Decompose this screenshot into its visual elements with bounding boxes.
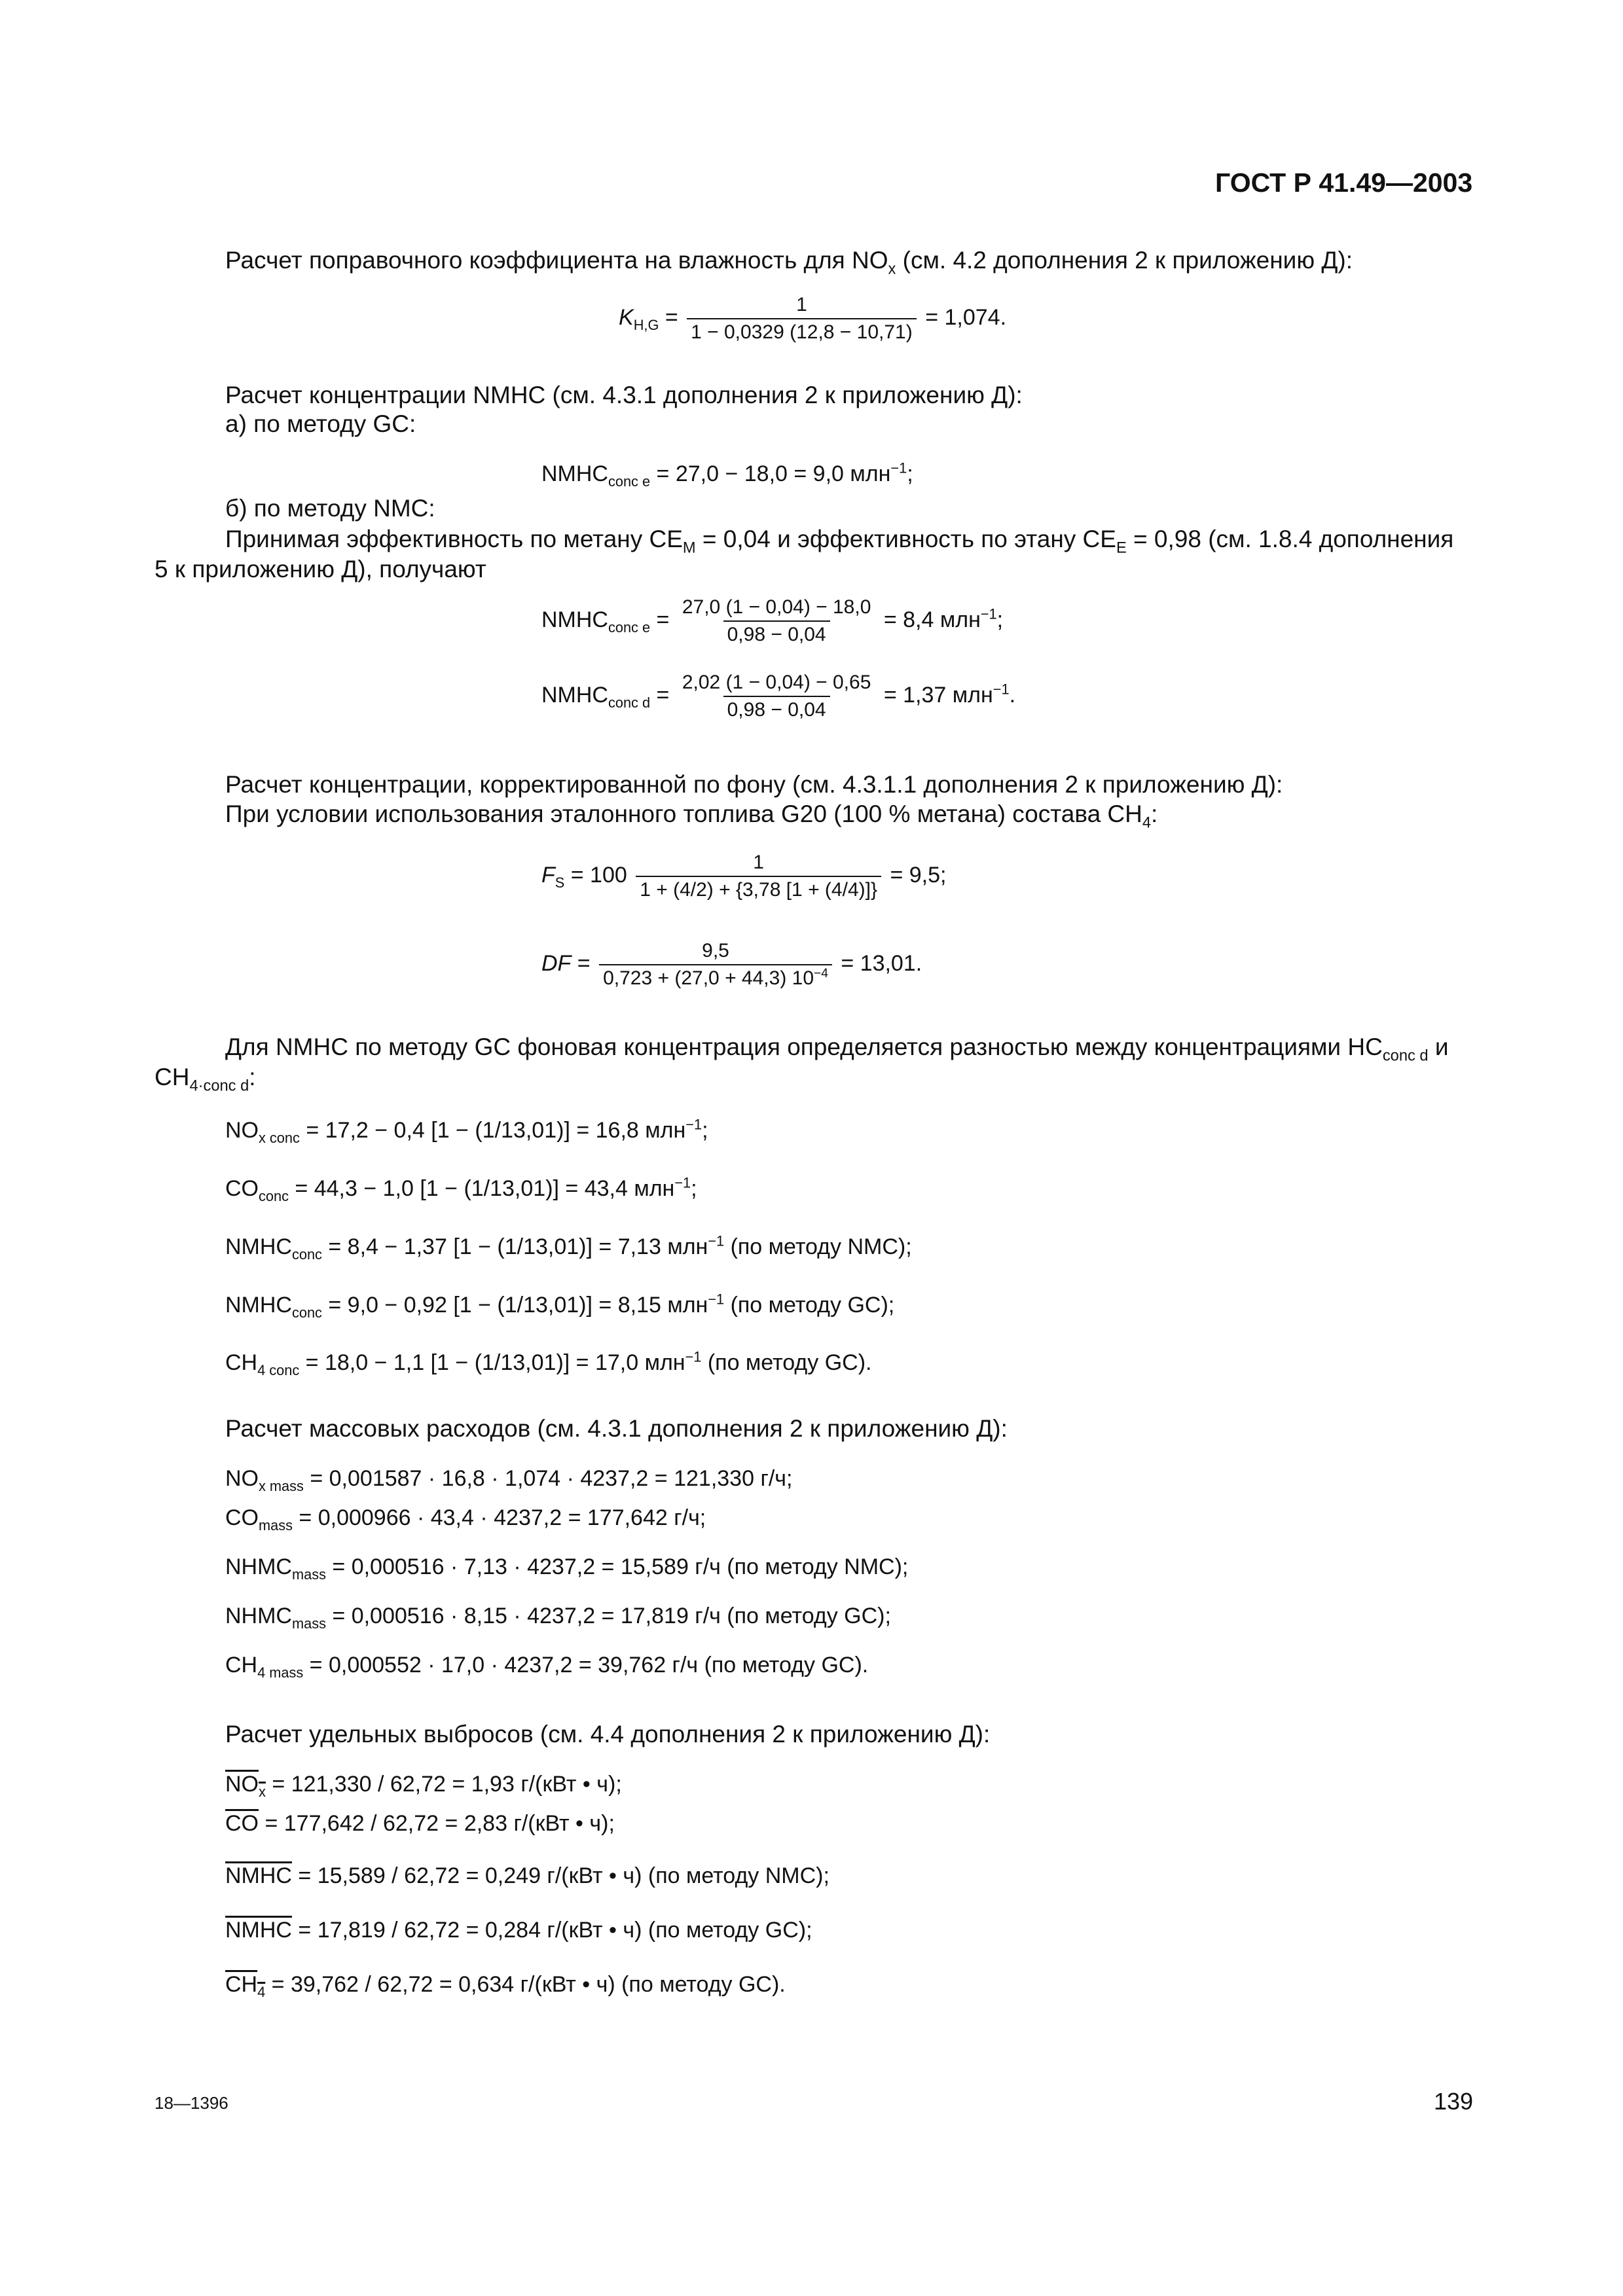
df-formula <box>541 939 922 990</box>
eq-symbol: CH <box>225 1972 258 1997</box>
humidity-intro-text: Расчет поправочного коэффициента на влажность для NO <box>225 247 888 274</box>
eq-body: = 8,4 − 1,37 [1 − (1/13,01)] = 7,13 млн <box>321 1234 708 1259</box>
eq-body: = 17,819 / 62,72 = 0,284 г/(кВт • ч) (по методу GC); <box>291 1918 812 1943</box>
humidity-fraction <box>687 293 917 344</box>
page-number: 139 <box>1434 2088 1474 2115</box>
eq-symbol: CO <box>225 1811 259 1836</box>
nmhc-conc-e-formula <box>541 596 1003 647</box>
formula-symbol: NMHC <box>541 682 608 708</box>
background-intro-sub: 4 <box>1142 814 1152 832</box>
eq-body: = 0,001587 · 16,8 · 1,074 · 4237,2 = 121,330 г/ч; <box>303 1466 793 1491</box>
fraction-numerator: 2,02 (1 − 0,04) − 0,65 <box>682 672 871 693</box>
df-denominator-sup: −4 <box>814 967 828 980</box>
eq-subscript: mass <box>291 1615 326 1632</box>
eq-body: = 0,000516 · 8,15 · 4237,2 = 17,819 г/ч (по методу GC); <box>325 1604 891 1628</box>
conc-equation <box>225 1232 912 1263</box>
gc-bg-ch: CH <box>155 1064 190 1090</box>
df-symbol: DF <box>541 950 572 976</box>
eq-body: = 0,000552 · 17,0 · 4237,2 = 39,762 г/ч (по методу GC). <box>303 1653 869 1677</box>
gc-bg-ch-end: : <box>249 1064 256 1090</box>
humidity-result: = 1,074. <box>925 304 1007 330</box>
formula-result: = 8,4 млн <box>883 607 981 632</box>
eq-end: ; <box>691 1176 697 1201</box>
specific-equation <box>225 1772 622 1800</box>
df-result: = 13,01. <box>841 950 922 976</box>
eq-body: = 177,642 / 62,72 = 2,83 г/(кВт • ч); <box>259 1811 615 1836</box>
eq-overlined-symbol <box>225 1772 266 1800</box>
gc-background-line-1 <box>225 1033 1449 1065</box>
mass-equation <box>225 1554 909 1583</box>
item-b-nmc: б) по методу NMC: <box>225 495 435 522</box>
eq-body: = 17,2 − 0,4 [1 − (1/13,01)] = 16,8 млн <box>299 1118 686 1143</box>
conc-equation <box>225 1291 895 1321</box>
efficiency-e-sub: E <box>1116 539 1127 557</box>
efficiency-text-b: = 0,04 и эффективность по этану CE <box>695 526 1116 552</box>
eq-symbol: NMHC <box>225 1293 292 1318</box>
eq-end: ; <box>702 1118 708 1143</box>
formula-superscript: −1 <box>980 605 997 622</box>
df-fraction <box>599 939 832 990</box>
specific-equation <box>225 1811 615 1837</box>
formula-end: ; <box>907 461 913 486</box>
eq-body: = 39,762 / 62,72 = 0,634 г/(кВт • ч) (по методу GC). <box>265 1972 786 1997</box>
eq-symbol: NMHC <box>225 1863 292 1888</box>
fraction-denominator: 0,98 − 0,04 <box>723 696 830 722</box>
background-intro-2 <box>225 800 1158 832</box>
equals-sign: = <box>665 304 678 330</box>
fs-formula <box>541 851 946 902</box>
eq-symbol: NHMC <box>225 1554 292 1579</box>
gc-bg-text: Для NMHC по методу GC фоновая концентрация определяется разностью между концентрациями HC <box>225 1033 1383 1060</box>
humidity-formula <box>619 293 1006 344</box>
conc-equation <box>225 1350 872 1376</box>
formula-superscript: −1 <box>993 681 1010 698</box>
eq-subscript: x <box>259 1783 266 1800</box>
eq-overlined-symbol <box>225 1972 266 2000</box>
equals-sign: = <box>577 950 591 976</box>
fraction-denominator: 0,98 − 0,04 <box>723 620 830 647</box>
eq-subscript: conc <box>291 1304 322 1321</box>
mass-intro: Расчет массовых расходов (см. 4.3.1 дополнения 2 к приложению Д): <box>225 1415 1008 1442</box>
eq-end: (по методу GC); <box>724 1293 895 1318</box>
eq-body: = 44,3 − 1,0 [1 − (1/13,01)] = 43,4 млн <box>288 1176 675 1201</box>
eq-subscript: mass <box>291 1566 326 1583</box>
mass-equation <box>225 1505 706 1534</box>
eq-symbol: NMHC <box>225 1918 292 1943</box>
specific-equation <box>225 1972 786 1998</box>
formula-symbol: NMHC <box>541 461 608 486</box>
formula-end: ; <box>996 607 1004 632</box>
eq-body: = 18,0 − 1,1 [1 − (1/13,01)] = 17,0 млн <box>299 1350 685 1375</box>
efficiency-line-1 <box>225 525 1454 557</box>
formula-symbol: NMHC <box>541 607 608 632</box>
eq-subscript: 4 <box>257 1983 266 2000</box>
eq-symbol: NMHC <box>225 1234 292 1259</box>
formula-subscript: conc e <box>608 619 651 636</box>
conc-equation <box>225 1116 708 1146</box>
fs-result: = 9,5; <box>890 862 947 888</box>
formula-body: = 27,0 − 18,0 = 9,0 млн <box>656 461 891 486</box>
eq-symbol: CH <box>225 1653 258 1677</box>
eq-end: (по методу NMC); <box>724 1234 912 1259</box>
formula-end: . <box>1009 682 1016 708</box>
document-standard-header: ГОСТ Р 41.49—2003 <box>1215 168 1473 198</box>
eq-subscript: mass <box>259 1516 293 1534</box>
mass-equation <box>225 1466 792 1492</box>
gc-bg-ch-sub: 4·conc d <box>189 1077 249 1095</box>
eq-superscript: −1 <box>708 1232 725 1249</box>
k-symbol: K <box>619 304 634 330</box>
eq-body: = 15,589 / 62,72 = 0,249 г/(кВт • ч) (по методу NMC); <box>291 1863 830 1888</box>
eq-overlined-symbol <box>225 1863 292 1888</box>
eq-subscript: conc <box>259 1187 289 1204</box>
mass-equation <box>225 1604 891 1632</box>
eq-body: = 121,330 / 62,72 = 1,93 г/(кВт • ч); <box>265 1772 622 1797</box>
equals-sign: = <box>656 682 670 708</box>
eq-symbol: CO <box>225 1176 259 1201</box>
eq-symbol: NHMC <box>225 1604 292 1628</box>
fraction-numerator: 1 <box>796 294 807 315</box>
specific-intro: Расчет удельных выбросов (см. 4.4 дополнения 2 к приложению Д): <box>225 1721 991 1748</box>
humidity-intro <box>225 246 1353 278</box>
fraction-numerator: 9,5 <box>702 940 729 961</box>
formula-subscript: conc e <box>608 473 651 490</box>
eq-superscript: −1 <box>685 1116 702 1133</box>
k-subscript: H,G <box>633 316 659 333</box>
fs-prefix: = 100 <box>570 862 627 888</box>
mass-equation <box>225 1653 869 1681</box>
gc-bg-text-end: и <box>1428 1033 1449 1060</box>
df-denominator-text: 0,723 + (27,0 + 44,3) 10 <box>603 967 814 989</box>
nmhc-conc-d-formula <box>541 671 1015 722</box>
efficiency-text: Принимая эффективность по метану CE <box>225 526 683 552</box>
fraction-denominator: 1 − 0,0329 (12,8 − 10,71) <box>687 318 917 344</box>
equals-sign: = <box>656 607 670 632</box>
humidity-intro-text-end: (см. 4.2 дополнения 2 к приложению Д): <box>896 247 1353 274</box>
eq-symbol: NO <box>225 1466 259 1491</box>
formula-fraction <box>678 671 875 722</box>
efficiency-line-2: 5 к приложению Д), получают <box>155 556 486 583</box>
eq-overlined-symbol <box>225 1918 292 1943</box>
eq-subscript: x mass <box>259 1477 304 1494</box>
formula-result: = 1,37 млн <box>883 682 993 708</box>
nmhc-gc-formula <box>541 459 913 490</box>
formula-superscript: −1 <box>890 459 907 476</box>
gc-bg-sub: conc d <box>1382 1047 1429 1065</box>
eq-overlined-symbol <box>225 1811 259 1836</box>
eq-symbol: NO <box>225 1772 259 1797</box>
fs-subscript: S <box>555 874 565 891</box>
eq-symbol: CH <box>225 1350 258 1375</box>
fs-symbol: F <box>541 862 555 888</box>
fraction-numerator: 27,0 (1 − 0,04) − 18,0 <box>682 596 871 618</box>
formula-subscript: conc d <box>608 694 651 711</box>
eq-symbol: NO <box>225 1118 259 1143</box>
background-intro-1: Расчет концентрации, корректированной по фону (см. 4.3.1.1 дополнения 2 к приложению Д): <box>225 771 1283 798</box>
efficiency-text-c: = 0,98 (см. 1.8.4 дополнения <box>1126 526 1454 552</box>
formula-fraction <box>678 596 875 647</box>
eq-end: (по методу GC). <box>701 1350 872 1375</box>
humidity-intro-sub: x <box>888 260 896 278</box>
background-intro-end: : <box>1151 800 1158 827</box>
fraction-denominator: 1 + (4/2) + {3,78 [1 + (4/4)]} <box>636 876 881 902</box>
fs-fraction <box>636 851 881 902</box>
eq-superscript: −1 <box>685 1348 702 1365</box>
specific-equation <box>225 1863 830 1889</box>
item-a-gc: а) по методу GC: <box>225 410 416 437</box>
fraction-denominator <box>599 964 832 990</box>
nmhc-intro: Расчет концентрации NMHC (см. 4.3.1 дополнения 2 к приложению Д): <box>225 382 1023 408</box>
gc-background-line-2 <box>155 1063 256 1095</box>
eq-subscript: x conc <box>259 1129 300 1146</box>
eq-symbol: CO <box>225 1505 259 1530</box>
efficiency-m-sub: M <box>682 539 696 557</box>
specific-equation <box>225 1918 812 1943</box>
eq-subscript: conc <box>291 1246 322 1263</box>
eq-superscript: −1 <box>674 1174 691 1191</box>
eq-body: = 0,000966 · 43,4 · 4237,2 = 177,642 г/ч; <box>292 1505 706 1530</box>
eq-superscript: −1 <box>708 1291 725 1308</box>
eq-subscript: 4 mass <box>257 1664 304 1681</box>
fraction-numerator: 1 <box>753 852 764 873</box>
eq-body: = 9,0 − 0,92 [1 − (1/13,01)] = 8,15 млн <box>321 1293 708 1318</box>
conc-equation <box>225 1176 697 1202</box>
eq-body: = 0,000516 · 7,13 · 4237,2 = 15,589 г/ч (по методу NMC); <box>325 1554 909 1579</box>
footer-code: 18—1396 <box>155 2093 228 2113</box>
eq-subscript: 4 conc <box>257 1361 300 1378</box>
background-intro-text: При условии использования эталонного топлива G20 (100 % метана) состава CH <box>225 800 1142 827</box>
